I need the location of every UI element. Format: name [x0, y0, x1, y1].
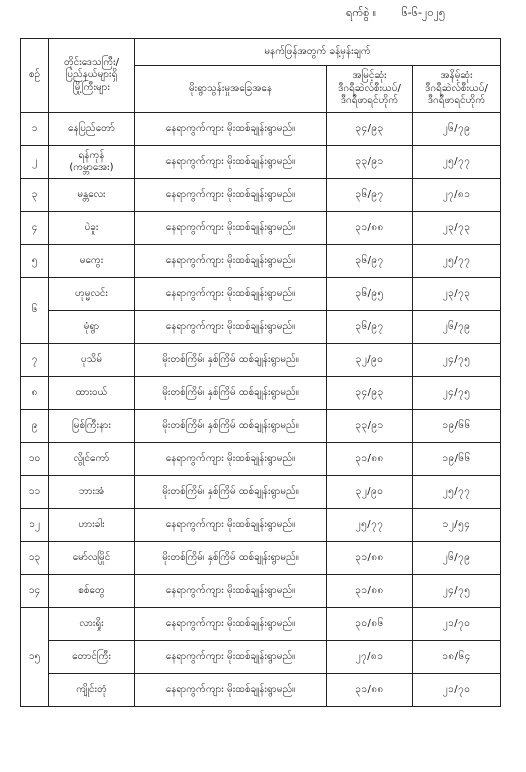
table-row: [21, 443, 501, 476]
row-number: ၁၃: [21, 542, 49, 575]
table-row: [21, 212, 501, 245]
row-max-temp: ၃၂/၉၀: [327, 476, 413, 509]
row-condition: နေရာကွက်ကျား မိုးထစ်ချုန်းရွာမည်။: [135, 608, 327, 641]
row-min-temp: ၂၇/၈၁: [413, 179, 501, 212]
row-city: မြစ်ကြီးနား: [49, 410, 135, 443]
row-condition: နေရာကွက်ကျား မိုးထစ်ချုန်းရွာမည်။: [135, 641, 327, 674]
row-max-temp: ၃၁/၈၈: [327, 542, 413, 575]
row-number: ၇: [21, 344, 49, 377]
date-line: [346, 6, 506, 22]
table-row: [21, 410, 501, 443]
row-max-temp: ၃၃/၉၁: [327, 410, 413, 443]
row-condition: နေရာကွက်ကျား မိုးထစ်ချုန်းရွာမည်။: [135, 113, 327, 146]
row-city: စစ်တွေ: [49, 575, 135, 608]
row-min-temp: ၂၁/၇၀: [413, 608, 501, 641]
row-min-temp: ၂၅/၇၇: [413, 146, 501, 179]
row-condition: နေရာကွက်ကျား မိုးထစ်ချုန်းရွာမည်။: [135, 179, 327, 212]
table-row: [21, 674, 501, 707]
row-number: ၆: [21, 278, 49, 344]
table-row: [21, 377, 501, 410]
table-row: [21, 344, 501, 377]
row-condition: နေရာကွက်ကျား မိုးထစ်ချုန်းရွာမည်။: [135, 575, 327, 608]
row-min-temp: ၂၄/၇၅: [413, 575, 501, 608]
row-min-temp: ၂၃/၇၃: [413, 212, 501, 245]
header-group-title: မနက်ဖြန်အတွက် ခန့်မှန်းချက်: [135, 39, 501, 66]
row-min-temp: ၁၈/၆၄: [413, 641, 501, 674]
row-number: ၁၁: [21, 476, 49, 509]
table-row: [21, 575, 501, 608]
row-max-temp: ၃၆/၉၇: [327, 245, 413, 278]
row-number: ၃: [21, 179, 49, 212]
weather-forecast-table: [20, 38, 501, 707]
row-max-temp: ၃၄/၉၃: [327, 377, 413, 410]
row-condition: နေရာကွက်ကျား မိုးထစ်ချုန်းရွာမည်။: [135, 212, 327, 245]
row-number: ၈: [21, 377, 49, 410]
row-max-temp: ၃၀/၈၆: [327, 608, 413, 641]
row-max-temp: ၃၄/၉၃: [327, 113, 413, 146]
table-row: [21, 509, 501, 542]
row-condition: နေရာကွက်ကျား မိုးထစ်ချုန်းရွာမည်။: [135, 278, 327, 311]
row-min-temp: ၂၅/၇၇: [413, 245, 501, 278]
row-city: မန္တလေး: [49, 179, 135, 212]
table-row: [21, 113, 501, 146]
row-max-temp: ၃၁/၈၈: [327, 674, 413, 707]
row-condition: မိုးတစ်ကြိမ်၊ နှစ်ကြိမ် ထစ်ချုန်းရွာမည်။: [135, 542, 327, 575]
table-row: [21, 608, 501, 641]
row-city: လားရှိုး: [49, 608, 135, 641]
row-max-temp: ၃၆/၉၅: [327, 278, 413, 311]
row-condition: နေရာကွက်ကျား မိုးထစ်ချုန်းရွာမည်။: [135, 245, 327, 278]
row-city: ဟုမ္မလင်း: [49, 278, 135, 311]
row-city: ကျိုင်းတုံ: [49, 674, 135, 707]
row-min-temp: ၂၄/၇၅: [413, 377, 501, 410]
date-value: ၆-၆-၂၀၂၅: [401, 6, 446, 19]
row-number: ၁: [21, 113, 49, 146]
row-city: မုံရွာ: [49, 311, 135, 344]
row-city: ဘားအံ: [49, 476, 135, 509]
row-condition: မိုးတစ်ကြိမ်၊ နှစ်ကြိမ် ထစ်ချုန်းရွာမည်။: [135, 377, 327, 410]
header-condition: မိုးရွာသွန်းမှုအခြေအနေ: [135, 66, 327, 113]
row-city: ဟားခါး: [49, 509, 135, 542]
row-city: ပုသိမ်: [49, 344, 135, 377]
row-city: မကွေး: [49, 245, 135, 278]
row-city: မော်လမြိုင်: [49, 542, 135, 575]
row-min-temp: ၂၅/၇၇: [413, 476, 501, 509]
row-min-temp: ၁၉/၆၆: [413, 443, 501, 476]
row-number: ၂: [21, 146, 49, 179]
header-min-temp: အနိမ့်ဆုံး ဒီဂရီဆဲလ်စီးယပ်/ ဒီဂရီဖာရင်ဟိုက်: [413, 66, 501, 113]
table-row: [21, 245, 501, 278]
row-max-temp: ၂၇/၈၁: [327, 641, 413, 674]
row-city: တောင်ကြီး: [49, 641, 135, 674]
row-number: ၉: [21, 410, 49, 443]
row-condition: နေရာကွက်ကျား မိုးထစ်ချုန်းရွာမည်။: [135, 443, 327, 476]
row-max-temp: ၃၁/၈၈: [327, 575, 413, 608]
row-min-temp: ၂၆/၇၉: [413, 542, 501, 575]
row-condition: မိုးတစ်ကြိမ်၊ နှစ်ကြိမ် ထစ်ချုန်းရွာမည်။: [135, 476, 327, 509]
row-min-temp: ၂၆/၇၉: [413, 311, 501, 344]
row-max-temp: ၃၁/၈၈: [327, 212, 413, 245]
row-max-temp: ၂၅/၇၇: [327, 509, 413, 542]
date-label: ရက်စွဲ ။: [346, 6, 377, 19]
table-row: [21, 311, 501, 344]
row-number: ၁၀: [21, 443, 49, 476]
row-max-temp: ၃၆/၉၇: [327, 179, 413, 212]
header-max-temp: အမြင့်ဆုံး ဒီဂရီဆဲလ်စီးယပ်/ ဒီဂရီဖာရင်ဟိုက်: [327, 66, 413, 113]
row-max-temp: ၃၂/၉၀: [327, 344, 413, 377]
table-row: [21, 476, 501, 509]
table-row: [21, 146, 501, 179]
row-number: ၅: [21, 245, 49, 278]
row-min-temp: ၂၆/၇၉: [413, 113, 501, 146]
row-number: ၁၄: [21, 575, 49, 608]
row-max-temp: ၃၆/၉၇: [327, 311, 413, 344]
table-row: [21, 542, 501, 575]
row-city: ထားဝယ်: [49, 377, 135, 410]
row-min-temp: ၂၃/၇၃: [413, 278, 501, 311]
row-min-temp: ၂၄/၇၅: [413, 344, 501, 377]
header-number: စဉ်: [21, 39, 49, 113]
row-condition: နေရာကွက်ကျား မိုးထစ်ချုန်းရွာမည်။: [135, 674, 327, 707]
header-city: တိုင်းဒေသကြီး/ ပြည်နယ်များရှိ မြို့ကြီးများ: [49, 39, 135, 113]
row-condition: မိုးတစ်ကြိမ်၊ နှစ်ကြိမ် ထစ်ချုန်းရွာမည်။: [135, 344, 327, 377]
row-condition: နေရာကွက်ကျား မိုးထစ်ချုန်းရွာမည်။: [135, 311, 327, 344]
row-min-temp: ၂၁/၇၀: [413, 674, 501, 707]
row-number: ၁၂: [21, 509, 49, 542]
row-number: ၄: [21, 212, 49, 245]
row-city: နေပြည်တော်: [49, 113, 135, 146]
table-row: [21, 641, 501, 674]
table-row: [21, 278, 501, 311]
row-max-temp: ၃၃/၉၁: [327, 146, 413, 179]
row-city: ပဲခူး: [49, 212, 135, 245]
row-max-temp: ၃၁/၈၈: [327, 443, 413, 476]
row-condition: နေရာကွက်ကျား မိုးထစ်ချုန်းရွာမည်။: [135, 146, 327, 179]
row-min-temp: ၁၂/၅၄: [413, 509, 501, 542]
row-min-temp: ၁၉/၆၆: [413, 410, 501, 443]
row-condition: မိုးတစ်ကြိမ်၊ နှစ်ကြိမ် ထစ်ချုန်းရွာမည်။: [135, 410, 327, 443]
row-condition: နေရာကွက်ကျား မိုးထစ်ချုန်းရွာမည်။: [135, 509, 327, 542]
row-city: ရန်ကုန် (ကမ္ဘာအေး): [49, 146, 135, 179]
row-number: ၁၅: [21, 608, 49, 707]
row-city: လွိုင်ကော်: [49, 443, 135, 476]
table-row: [21, 179, 501, 212]
